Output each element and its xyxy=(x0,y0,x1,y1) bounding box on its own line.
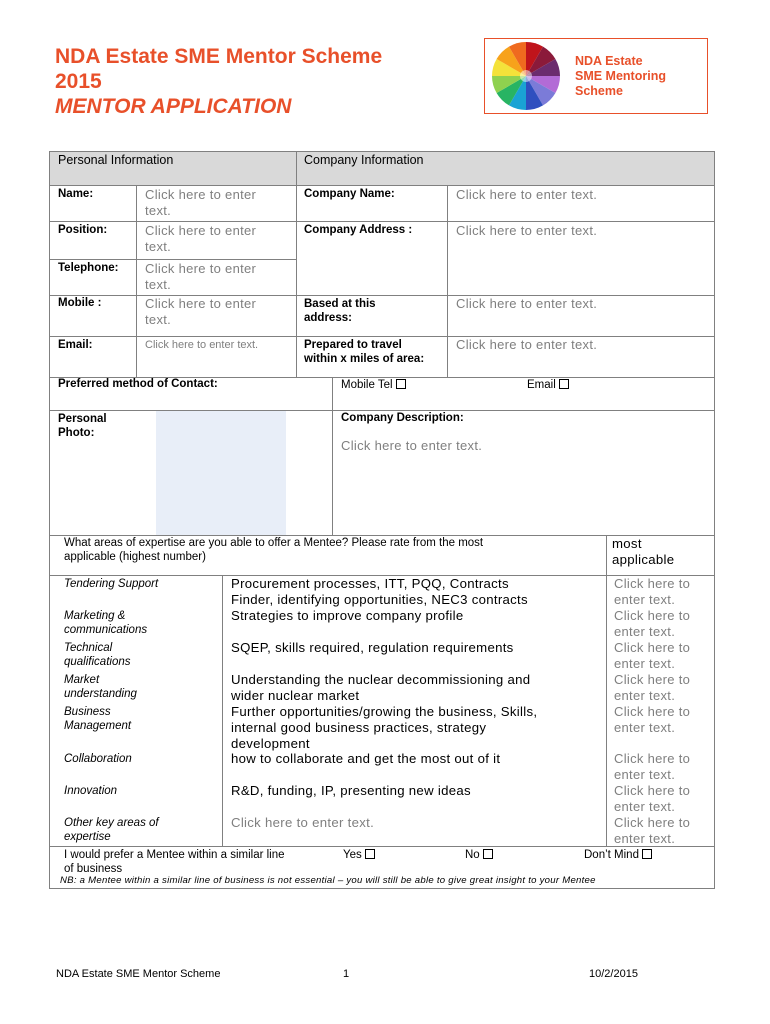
name-field[interactable] xyxy=(145,187,256,219)
name-field-line-2: text. xyxy=(145,203,172,218)
expertise-rating-line: Click here to xyxy=(614,576,691,591)
expertise-category-line: Collaboration xyxy=(64,753,132,765)
preferred-contact-label: Preferred method of Contact: xyxy=(58,378,218,390)
based-label-line-2: address: xyxy=(304,312,352,324)
expertise-rating-line: Click here to xyxy=(614,672,691,687)
most-applicable-line-2: applicable xyxy=(612,552,675,567)
expertise-rating-field[interactable] xyxy=(614,783,690,815)
position-label: Position: xyxy=(58,224,108,236)
expertise-description xyxy=(231,704,537,752)
expertise-rating-line: enter text. xyxy=(614,720,676,735)
mobile-tel-label: Mobile Tel xyxy=(341,379,393,391)
mobile-field-line-2: text. xyxy=(145,312,172,327)
expertise-rating-field[interactable] xyxy=(614,672,690,704)
yes-option[interactable] xyxy=(343,848,375,862)
expertise-rating-field[interactable] xyxy=(614,815,690,847)
expertise-category xyxy=(64,673,137,701)
name-field-line-1: Click here to enter xyxy=(145,187,257,202)
expertise-description-line: Understanding the nuclear decommissioning and xyxy=(231,672,531,687)
expertise-description xyxy=(231,672,530,704)
email-checkbox[interactable] xyxy=(559,379,569,389)
expertise-rating-line: Click here to xyxy=(614,704,691,719)
expertise-description xyxy=(231,576,528,608)
title-line-3: MENTOR APPLICATION xyxy=(55,95,292,118)
dont-mind-checkbox[interactable] xyxy=(642,849,652,859)
expertise-rating-field[interactable] xyxy=(614,608,690,640)
expertise-category xyxy=(64,752,132,766)
expertise-category-line: expertise xyxy=(64,831,111,843)
color-wheel-logo-icon xyxy=(486,39,566,113)
page-title xyxy=(55,44,382,119)
expertise-description-line: how to collaborate and get the most out of it xyxy=(231,751,501,766)
expertise-category-line: Tendering Support xyxy=(64,578,159,590)
position-field[interactable] xyxy=(145,223,256,255)
based-at-address-label xyxy=(304,297,376,325)
expertise-question xyxy=(64,536,483,564)
expertise-rating-line: enter text. xyxy=(614,624,676,639)
travel-label xyxy=(304,338,424,366)
expertise-description-line: Strategies to improve company profile xyxy=(231,608,464,623)
mobile-tel-option[interactable] xyxy=(341,378,406,392)
expertise-description xyxy=(231,751,500,767)
email-option-label: Email xyxy=(527,379,556,391)
expertise-description xyxy=(231,608,463,624)
expertise-description-line: Click here to enter text. xyxy=(231,815,375,830)
telephone-field-line-1: Click here to enter xyxy=(145,261,257,276)
expertise-description-line: Further opportunities/growing the business, Skills, xyxy=(231,704,538,719)
other-expertise-field[interactable] xyxy=(231,815,374,831)
company-name-field[interactable]: Click here to enter text. xyxy=(456,187,598,202)
most-applicable-header xyxy=(612,536,674,568)
position-field-line-1: Click here to enter xyxy=(145,223,257,238)
based-at-address-field[interactable]: Click here to enter text. xyxy=(456,296,598,311)
expertise-rating-line: enter text. xyxy=(614,767,676,782)
mobile-tel-checkbox[interactable] xyxy=(396,379,406,389)
position-field-line-2: text. xyxy=(145,239,172,254)
expertise-rating-field[interactable] xyxy=(614,751,690,783)
expertise-category-line: Management xyxy=(64,720,132,732)
expertise-category-line: Business xyxy=(64,706,111,718)
company-address-label: Company Address : xyxy=(304,224,413,236)
similar-question-line-1: I would prefer a Mentee within a similar line xyxy=(64,849,285,861)
name-label: Name: xyxy=(58,188,94,200)
footer-date: 10/2/2015 xyxy=(589,968,638,980)
company-information-heading: Company Information xyxy=(304,153,424,167)
expertise-category xyxy=(64,784,117,798)
mobile-field-line-1: Click here to enter xyxy=(145,296,257,311)
expertise-rating-line: enter text. xyxy=(614,656,676,671)
telephone-field[interactable] xyxy=(145,261,256,293)
expertise-rating-line: Click here to xyxy=(614,751,691,766)
expertise-rating-field[interactable] xyxy=(614,640,690,672)
company-description-field[interactable]: Click here to enter text. xyxy=(341,438,483,453)
expertise-category xyxy=(64,641,130,669)
expertise-rating-line: enter text. xyxy=(614,592,676,607)
expertise-description-line: development xyxy=(231,736,310,751)
no-option[interactable] xyxy=(465,848,493,862)
expertise-category-line: Technical xyxy=(64,642,113,654)
expertise-rating-line: Click here to xyxy=(614,815,691,830)
expertise-category xyxy=(64,577,158,591)
expertise-description-line: R&D, funding, IP, presenting new ideas xyxy=(231,783,471,798)
telephone-field-line-2: text. xyxy=(145,277,172,292)
expertise-category xyxy=(64,816,159,844)
title-line-1: NDA Estate SME Mentor Scheme xyxy=(55,45,383,68)
personal-photo-box[interactable] xyxy=(156,411,286,535)
expertise-rating-line: enter text. xyxy=(614,831,676,846)
personal-photo-label xyxy=(58,412,107,440)
expertise-category-line: Market xyxy=(64,674,100,686)
personal-information-heading: Personal Information xyxy=(58,153,174,167)
similar-business-question xyxy=(64,848,285,876)
email-label: Email: xyxy=(58,339,93,351)
expertise-rating-line: Click here to xyxy=(614,783,691,798)
expertise-category-line: communications xyxy=(64,624,148,636)
expertise-question-line-1: What areas of expertise are you able to offer a Mentee? Please rate from the most xyxy=(64,537,484,549)
email-option[interactable] xyxy=(527,378,569,392)
company-name-label: Company Name: xyxy=(304,188,395,200)
email-field[interactable]: Click here to enter text. xyxy=(145,339,259,351)
similar-business-note: NB: a Mentee within a similar line of business is not essential – you will still be able to give great insight to your Mentee xyxy=(60,875,596,886)
expertise-category xyxy=(64,705,131,733)
expertise-description-line: internal good business practices, strategy xyxy=(231,720,487,735)
logo-text-line-3: Scheme xyxy=(575,84,623,98)
expertise-category xyxy=(64,609,147,637)
photo-label-line-1: Personal xyxy=(58,413,107,425)
footer-title: NDA Estate SME Mentor Scheme xyxy=(56,968,221,980)
dont-mind-label: Don’t Mind xyxy=(584,849,639,861)
expertise-description-line: Finder, identifying opportunities, NEC3 contracts xyxy=(231,592,528,607)
expertise-category-line: Other key areas of xyxy=(64,817,159,829)
expertise-rating-line: Click here to xyxy=(614,640,691,655)
dont-mind-option[interactable] xyxy=(584,848,652,862)
based-label-line-1: Based at this xyxy=(304,298,376,310)
expertise-category-line: qualifications xyxy=(64,656,131,668)
expertise-description-line: Procurement processes, ITT, PQQ, Contracts xyxy=(231,576,509,591)
mobile-label: Mobile : xyxy=(58,297,102,309)
logo-text-line-1: NDA Estate xyxy=(575,54,643,68)
expertise-category-line: Marketing & xyxy=(64,610,126,622)
expertise-description xyxy=(231,783,471,799)
page-number: 1 xyxy=(343,968,350,980)
telephone-label: Telephone: xyxy=(58,262,119,274)
expertise-description-line: SQEP, skills required, regulation requirements xyxy=(231,640,514,655)
expertise-category-line: understanding xyxy=(64,688,137,700)
title-line-2: 2015 xyxy=(55,70,102,93)
mobile-field[interactable] xyxy=(145,296,256,328)
expertise-rating-field[interactable] xyxy=(614,704,690,736)
expertise-description-line: wider nuclear market xyxy=(231,688,360,703)
company-address-field[interactable]: Click here to enter text. xyxy=(456,223,598,238)
most-applicable-line-1: most xyxy=(612,536,642,551)
company-description-label: Company Description: xyxy=(341,412,464,424)
similar-question-line-2: of business xyxy=(64,863,123,875)
expertise-question-line-2: applicable (highest number) xyxy=(64,551,206,563)
no-checkbox[interactable] xyxy=(483,849,493,859)
logo-text xyxy=(575,54,666,99)
photo-label-line-2: Photo: xyxy=(58,427,95,439)
yes-checkbox[interactable] xyxy=(365,849,375,859)
travel-label-line-2: within x miles of area: xyxy=(304,353,425,365)
travel-miles-field[interactable]: Click here to enter text. xyxy=(456,337,598,352)
expertise-description xyxy=(231,640,514,656)
logo xyxy=(484,38,708,114)
logo-text-line-2: SME Mentoring xyxy=(575,69,666,83)
yes-label: Yes xyxy=(343,849,362,861)
expertise-rating-field[interactable] xyxy=(614,576,690,608)
expertise-rating-line: enter text. xyxy=(614,688,676,703)
expertise-rating-line: enter text. xyxy=(614,799,676,814)
expertise-category-line: Innovation xyxy=(64,785,118,797)
travel-label-line-1: Prepared to travel xyxy=(304,339,402,351)
no-label: No xyxy=(465,849,480,861)
expertise-rating-line: Click here to xyxy=(614,608,691,623)
